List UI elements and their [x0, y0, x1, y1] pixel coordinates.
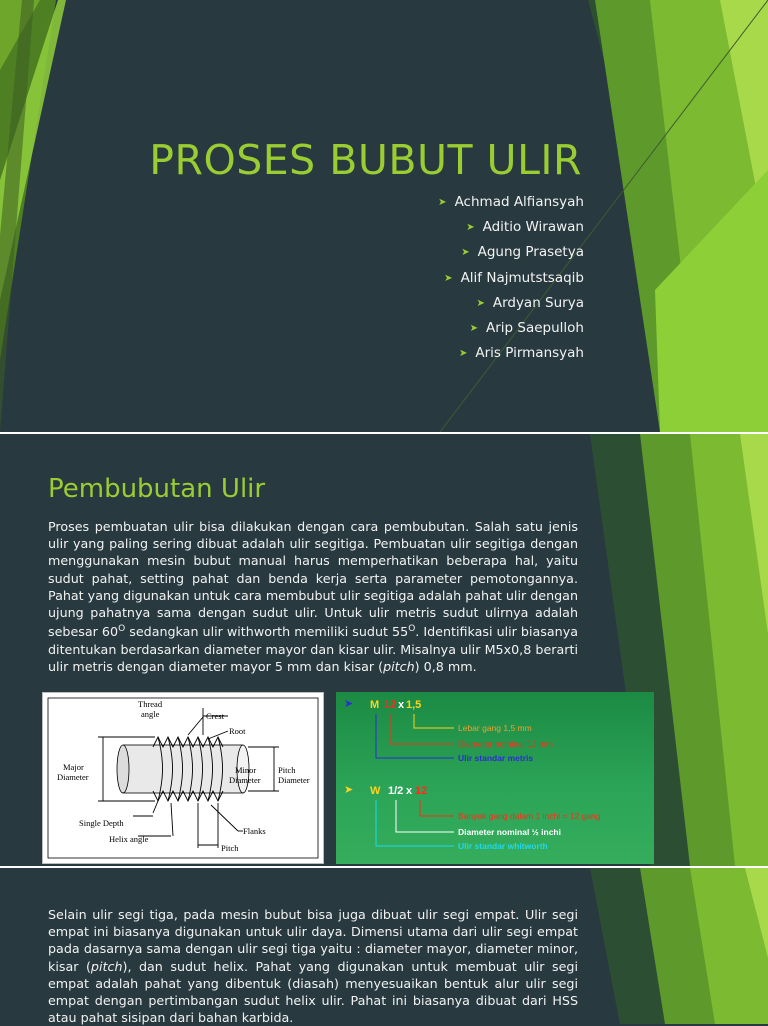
thread-notation-drawing [336, 692, 654, 864]
author-list [438, 190, 584, 366]
whitworth-pitch: 12 [415, 785, 428, 797]
whitworth-x: x [406, 785, 413, 797]
author-item [438, 190, 584, 215]
title-slide [0, 0, 768, 432]
metric-standard-label: Ulir standar metris [458, 753, 534, 763]
whitworth-diameter: 1/2 [388, 785, 404, 797]
metric-pitch-label: Lebar gang 1,5 mm [458, 723, 532, 733]
whitworth-diameter-label: Diameter nominal ½ inchi [458, 827, 561, 837]
author-name: Aris Pirmansyah [475, 345, 584, 362]
paragraph-text: Proses pembuatan ulir bisa dilakukan dengan cara pembubutan. Salah satu jenis ulir yang paling sering dibuat adalah ulir segitiga. Pembuatan ulir segitiga dengan menggunakan mesin bubut manual harus memperhatikan beberapa hal, yaitu sudut pahat, setting pahat dan benda kerja serta parameter pemotongannya. Pahat yang digunakan untuk cara membubut ulir segitiga adalah pahat ulir dengan ujung pahatnya sama dengan sudut ulir. Untuk ulir metris sudut ulirnya adalah sebesar 60 [48, 519, 578, 640]
body-paragraph [48, 906, 578, 1026]
author-item [438, 291, 584, 316]
slide-decoration-left [0, 0, 768, 432]
author-name: Achmad Alfiansyah [454, 194, 584, 210]
arrow-bullet-icon: ➤ [476, 297, 485, 309]
label-pitch: Pitch [221, 843, 239, 853]
degree-symbol: O [118, 624, 126, 635]
author-item [438, 341, 584, 366]
paragraph-text: Selain ulir segi tiga, pada mesin bubut bisa juga dibuat ulir segi empat. Ulir segi empat ini biasanya digunakan untuk ulir daya. Dimensi utama dari ulir segi empat pada dasarnya sama dengan ulir segi tiga yaitu : diameter mayor, diameter minor, kisar ( [48, 907, 578, 974]
arrow-bullet-icon: ➤ [438, 197, 447, 208]
thread-diagram-drawing [43, 693, 323, 863]
paragraph-text: ) 0,8 mm. [414, 658, 477, 674]
label-thread: Thread [138, 699, 163, 709]
metric-pitch: 1,5 [406, 699, 422, 711]
label-flanks: Flanks [243, 826, 266, 836]
label-major-diameter: Diameter [57, 772, 89, 782]
arrow-bullet-icon: ➤ [461, 247, 470, 259]
arrow-bullet-icon: ➤ [444, 272, 453, 284]
paragraph-text: . Identifikasi ulir biasanya ditentukan berdasarkan diameter mayor dan kisar ulir. Misalnya ulir M5x0,8 berarti ulir metris dengan diameter mayor 5 mm dan kisar ( [48, 624, 578, 674]
metric-diameter: 12 [384, 699, 397, 711]
italic-term: pitch [383, 658, 415, 674]
arrow-bullet-icon: ➤ [344, 784, 354, 796]
italic-term: pitch [90, 958, 123, 974]
slide-title: PROSES BUBUT ULIR [149, 136, 582, 184]
arrow-bullet-icon: ➤ [344, 698, 354, 710]
author-name: Alif Najmutstsaqib [460, 269, 584, 286]
paragraph-text: ), dan sudut helix. Pahat yang digunakan untuk membuat ulir segi empat adalah pahat yang dibentuk (diasah) menyesuaikan bentuk alur ulir segi empat dengan pertimbangan sudut helix ulir. Pahat ini biasanya dibuat dari HSS atau pahat sisipan dari bahan karbida. [48, 958, 578, 1026]
label-pitch-diameter: Diameter [278, 775, 310, 785]
metric-notation [344, 698, 553, 763]
author-item [438, 316, 584, 341]
arrow-bullet-icon: ➤ [469, 323, 478, 335]
label-single-depth: Single Depth [79, 818, 124, 828]
whitworth-prefix: W [370, 785, 381, 797]
metric-prefix: M [370, 699, 380, 711]
degree-symbol: O [408, 624, 416, 635]
metric-x: x [398, 699, 405, 711]
label-root: Root [229, 726, 246, 736]
label-pitch-d: Pitch [278, 765, 296, 775]
author-item [438, 240, 584, 265]
paragraph-text: sedangkan ulir withworth memiliki sudut 55 [125, 624, 409, 640]
thread-diagram [42, 692, 324, 864]
whitworth-pitch-label: Banyak gang dalam 1 inchi = 12 gang [458, 811, 601, 821]
metric-diameter-label: Diameter nominal 12 mm [458, 739, 553, 749]
author-name: Agung Prasetya [477, 244, 584, 261]
label-minor: Minor [235, 765, 257, 775]
author-name: Ardyan Surya [492, 294, 584, 311]
thread-notation-figure [336, 692, 654, 864]
label-angle: angle [141, 709, 160, 719]
author-item [438, 215, 584, 240]
whitworth-standard-label: Ulir standar whitworth [458, 841, 548, 851]
author-name: Aditio Wirawan [482, 219, 584, 236]
whitworth-notation [344, 784, 601, 851]
author-item [438, 266, 584, 291]
section-heading: Pembubutan Ulir [48, 474, 266, 504]
author-name: Arip Saepulloh [486, 320, 584, 337]
body-paragraph [48, 518, 578, 675]
label-minor-diameter: Diameter [229, 775, 261, 785]
label-crest: Crest [206, 711, 224, 721]
arrow-bullet-icon: ➤ [466, 222, 475, 234]
arrow-bullet-icon: ➤ [459, 348, 468, 360]
label-helix-angle: Helix angle [109, 834, 149, 844]
label-major: Major [63, 762, 84, 772]
